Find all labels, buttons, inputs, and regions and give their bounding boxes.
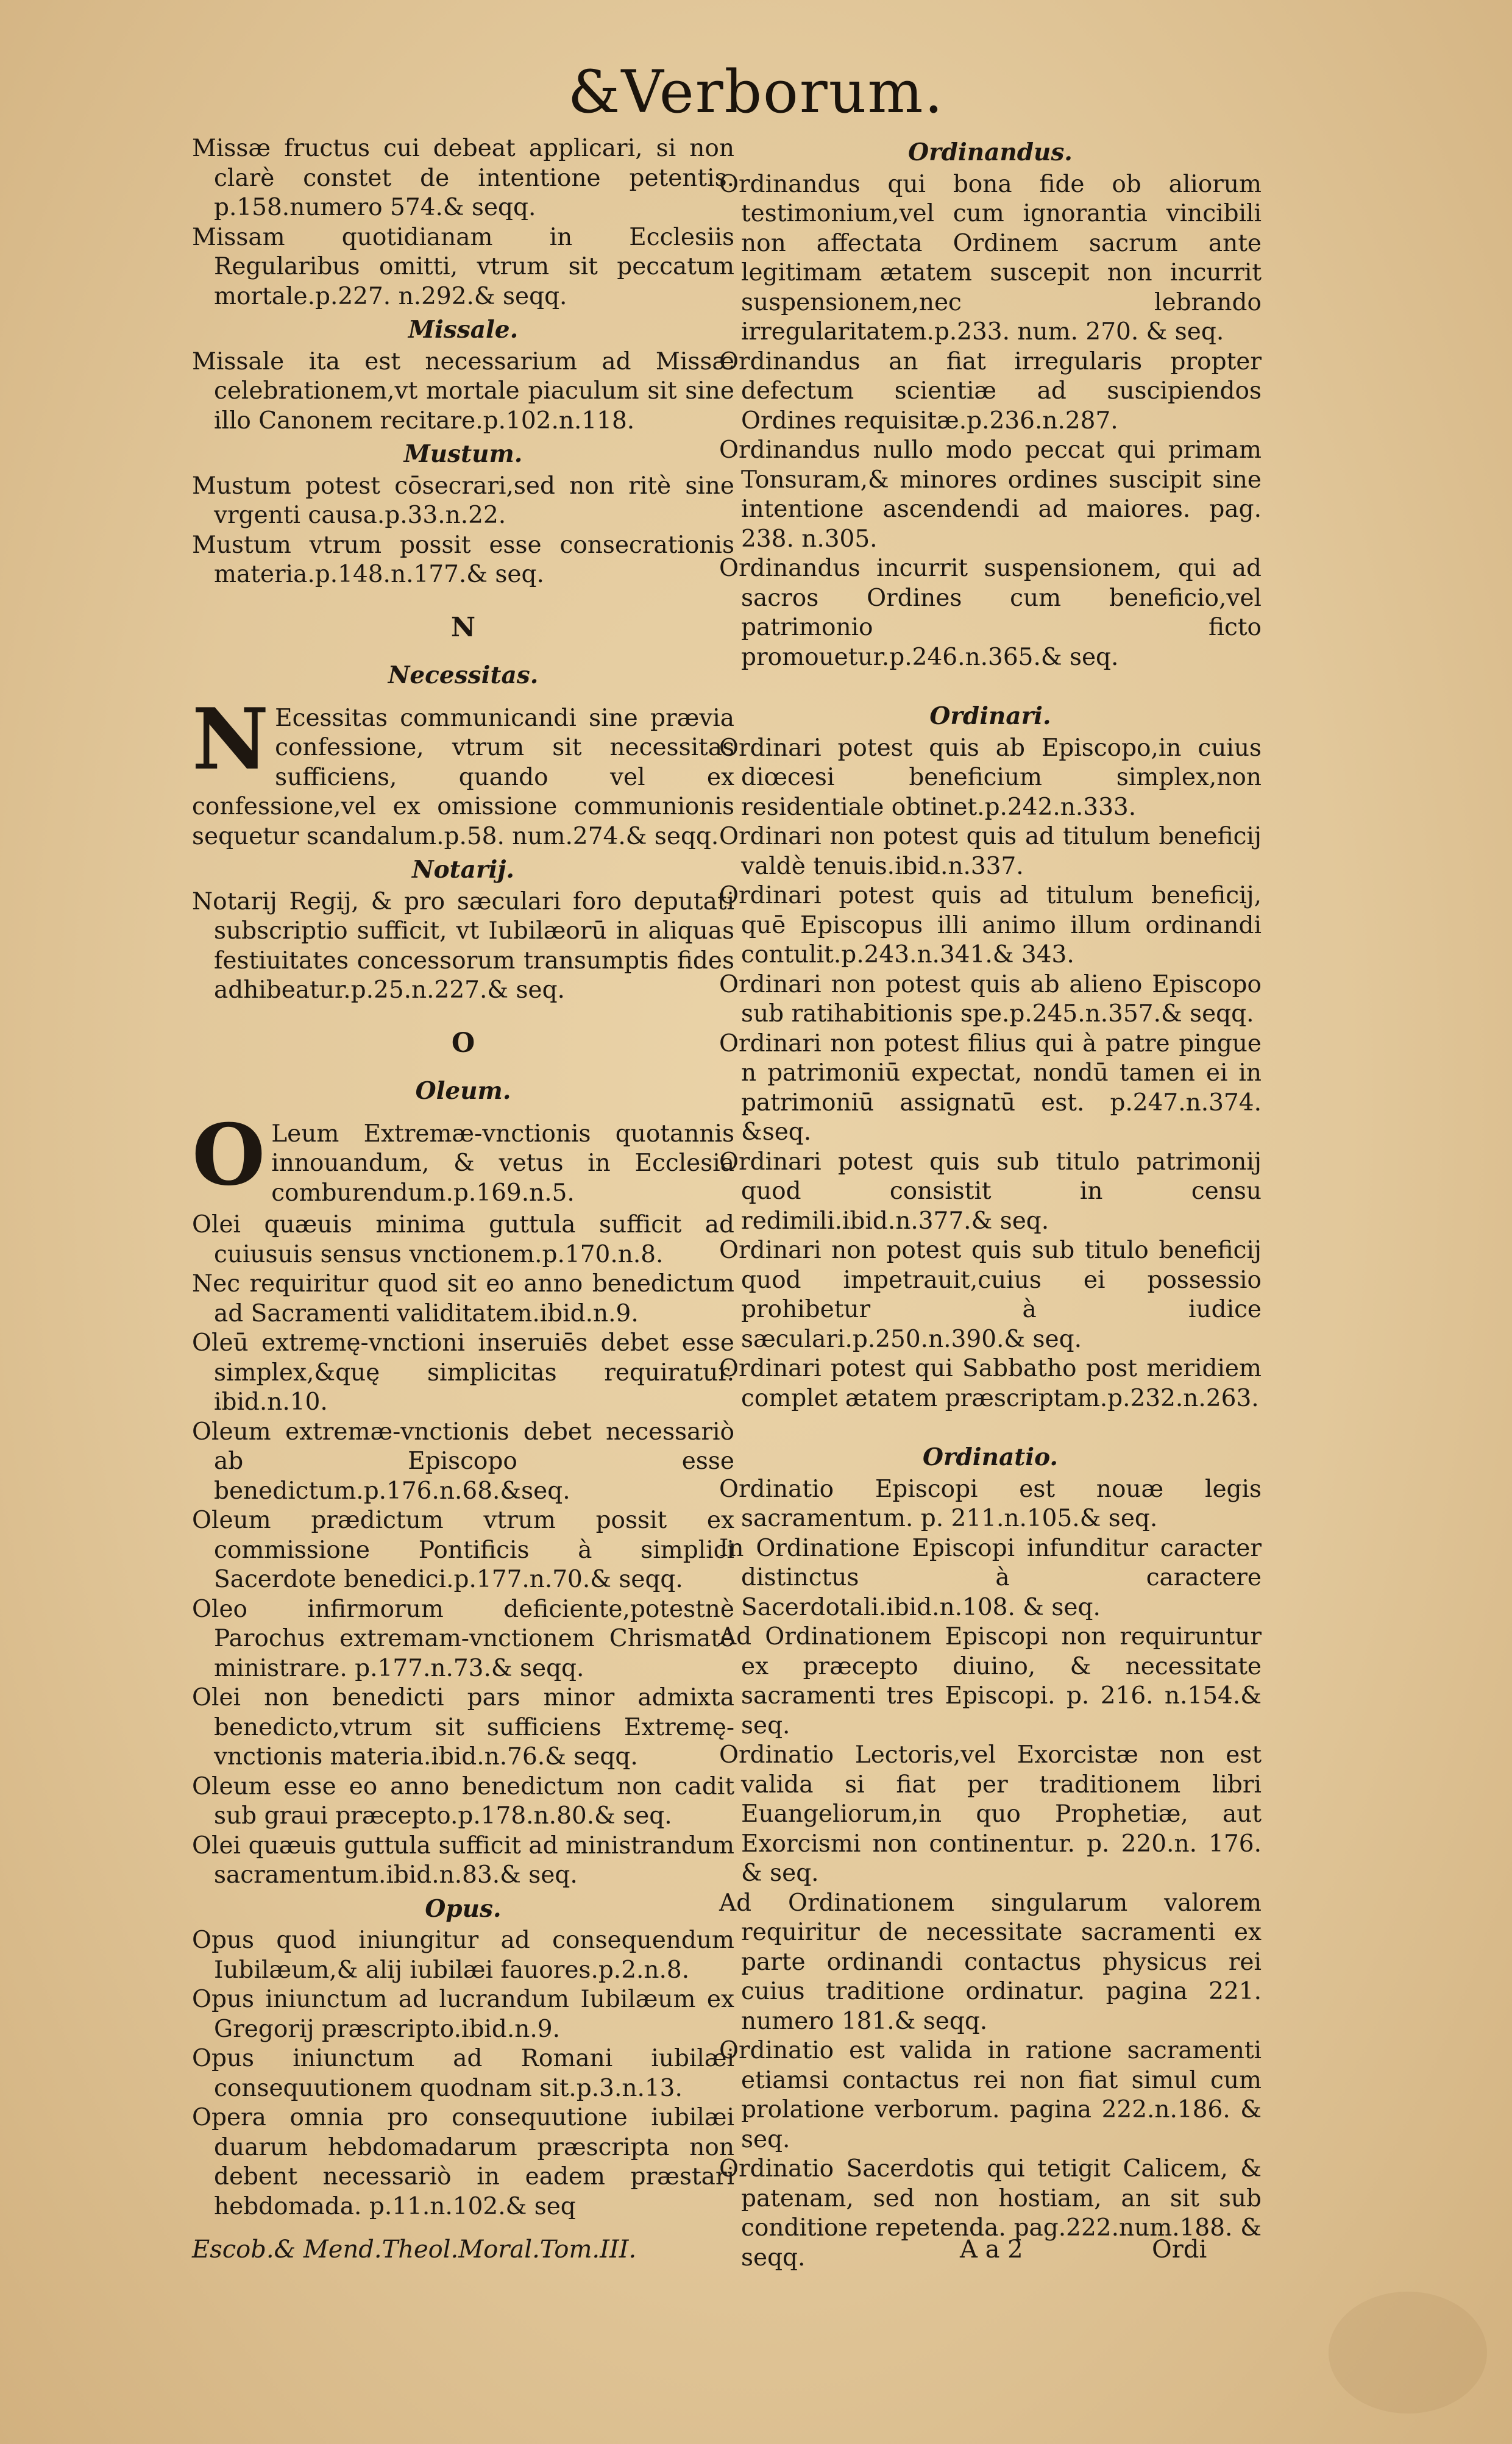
section-heading: Ordinandus. xyxy=(908,138,1073,166)
index-entry: Olei quæuis guttula sufficit ad ministrandum sacramentum.ibid.n.83.& seq. xyxy=(192,1831,734,1889)
index-entry: Ordinatio Lectoris,vel Exorcistæ non est valida si fiat per traditionem libri Euangeliorum,in quo Prophetiæ, aut Exorcismi non continentur. p. 220.n. 176. & seq. xyxy=(719,1741,1262,1887)
section-spacer xyxy=(719,1413,1262,1439)
section-heading: Ordinatio. xyxy=(923,1443,1058,1471)
index-entry: Ordinandus qui bona fide ob aliorum testimonium,vel cum ignorantia vincibili non affectata Ordinem sacrum ante legitimam ætatem suscepit non incurrit suspensionem,nec lebrando irregularitatem.p.233. num. 270. & seq. xyxy=(719,170,1262,346)
index-entry: Ad Ordinationem Episcopi non requiruntur ex præcepto diuino, & necessitate sacramenti tres Episcopi. p. 216. n.154.& seq. xyxy=(719,1623,1262,1739)
index-entry: Ad Ordinationem singularum valorem requiritur de necessitate sacramenti ex parte ordinandi contactus physicus rei cuius traditione ordinatur. pagina 221. numero 181.& seqq. xyxy=(719,1889,1262,2035)
alphabet-letter-heading: O xyxy=(451,1027,475,1059)
index-entry: Ordinari non potest quis ad titulum beneficij valdè tenuis.ibid.n.337. xyxy=(719,823,1262,880)
index-entry: Ordinandus an fiat irregularis propter defectum scientiæ ad suscipiendos Ordines requisitæ.p.236.n.287. xyxy=(719,347,1262,435)
index-entry: Oleum prædictum vtrum possit ex commissione Pontificis à simplici Sacerdote benedici.p.177.n.70.& seqq. xyxy=(192,1507,734,1593)
index-entry: Missam quotidianam in Ecclesiis Regularibus omitti, vtrum sit peccatum mortale.p.227. n.292.& seqq. xyxy=(192,223,734,310)
section-heading: Ordinari. xyxy=(929,702,1051,730)
page-header: &Verborum. xyxy=(567,58,945,126)
index-entry: Opus quod iniungitur ad consequendum Iubilæum,& alij iubilæi fauores.p.2.n.8. xyxy=(192,1927,734,1984)
entry-text: Ecessitas communicandi sine prævia confessione, vtrum sit necessitas sufficiens, quando vel ex confessione,vel ex omissione communionis sequetur scandalum.p.58. num.274.& seqq. xyxy=(192,704,734,850)
index-entry: Ordinatio Sacerdotis qui tetigit Calicem, & patenam, sed non hostiam, an sit sub conditione repetenda. pag.222.num.188. & seqq. xyxy=(719,2155,1262,2272)
index-entry: Olei quæuis minima guttula sufficit ad cuiusuis sensus vnctionem.p.170.n.8. xyxy=(192,1211,734,1268)
index-entry: Ordinari potest qui Sabbatho post meridiem complet ætatem præscriptam.p.232.n.263. xyxy=(719,1355,1262,1412)
index-entry xyxy=(192,689,734,852)
index-entry: Missæ fructus cui debeat applicari, si non clarè constet de intentione petentis. p.158.numero 574.& seqq. xyxy=(192,135,734,221)
index-entry: Oleum esse eo anno benedictum non cadit sub graui præcepto.p.178.n.80.& seq. xyxy=(192,1772,734,1830)
index-entry xyxy=(192,1104,734,1209)
index-entry: Missale ita est necessarium ad Missæ celebrationem,vt mortale piaculum sit sine illo Canonem recitare.p.102.n.118. xyxy=(192,347,734,435)
index-entry: Mustum vtrum possit esse consecrationis materia.p.148.n.177.& seq. xyxy=(192,531,734,588)
index-entry: Mustum potest cōsecrari,sed non ritè sine vrgenti causa.p.33.n.22. xyxy=(192,472,734,529)
index-entry: Ordinandus incurrit suspensionem, qui ad sacros Ordines cum beneficio,vel patrimonio ficto promouetur.p.246.n.365.& seq. xyxy=(719,555,1262,671)
left-column xyxy=(192,134,734,2222)
section-heading: Opus. xyxy=(425,1894,502,1923)
section-heading: Oleum. xyxy=(415,1077,511,1105)
section-heading: Notarij. xyxy=(412,856,514,884)
entry-text: Leum Extremæ-vnctionis quotannis innouandum, & vetus in Ecclesia comburendum.p.169.n.5. xyxy=(271,1120,734,1207)
index-entry: Ordinari potest quis ad titulum beneficij, quē Episcopus illi animo illum ordinandi contulit.p.243.n.341.& 343. xyxy=(719,882,1262,968)
index-entry: Ordinari non potest filius qui à patre pingue n patrimoniū expectat, nondū tamen ei in patrimoniū assignatū est. p.247.n.374. &seq. xyxy=(719,1029,1262,1146)
index-entry: Opus iniunctum ad lucrandum Iubilæum ex Gregorij præscripto.ibid.n.9. xyxy=(192,1986,734,2043)
signature-mark: A a 2 xyxy=(960,2236,1023,2264)
right-column xyxy=(719,134,1262,2273)
index-entry: Ordinari potest quis sub titulo patrimonij quod consistit in censu redimili.ibid.n.377.& seq. xyxy=(719,1148,1262,1235)
alphabet-letter-heading: N xyxy=(450,611,476,643)
page-footer xyxy=(192,2236,1262,2264)
catchword: Ordi xyxy=(1152,2236,1207,2264)
index-entry: Ordinari potest quis ab Episcopo,in cuius diœcesi beneficium simplex,non residentiale obtinet.p.242.n.333. xyxy=(719,734,1262,821)
index-entry: In Ordinatione Episcopi infunditur caracter distinctus à caractere Sacerdotali.ibid.n.108. & seq. xyxy=(719,1534,1262,1621)
index-entry: Opus iniunctum ad Romani iubilæi consequutionem quodnam sit.p.3.n.13. xyxy=(192,2045,734,2102)
section-heading: Missale. xyxy=(408,316,519,344)
paper-stain xyxy=(1329,2292,1487,2414)
index-entry: Oleo infirmorum deficiente,potestnè Parochus extremam-vnctionem Chrismate ministrare. p.177.n.73.& seqq. xyxy=(192,1595,734,1682)
index-entry: Ordinatio Episcopi est nouæ legis sacramentum. p. 211.n.105.& seq. xyxy=(719,1475,1262,1532)
section-spacer xyxy=(719,672,1262,698)
drop-cap: O xyxy=(192,1104,266,1204)
index-entry: Ordinatio est valida in ratione sacramenti etiamsi contactus rei non fiat simul cum prolatione verborum. pagina 222.n.186. & seq. xyxy=(719,2037,1262,2153)
running-title: Escob.& Mend.Theol.Moral.Tom.III. xyxy=(192,2236,637,2264)
index-entry: Oleum extremæ-vnctionis debet necessariò ab Episcopo esse benedictum.p.176.n.68.&seq. xyxy=(192,1418,734,1505)
index-entry: Nec requiritur quod sit eo anno benedictum ad Sacramenti validitatem.ibid.n.9. xyxy=(192,1270,734,1327)
section-heading: Necessitas. xyxy=(388,661,539,689)
section-heading: Mustum. xyxy=(403,440,523,468)
drop-cap: N xyxy=(192,689,269,789)
index-entry: Ordinandus nullo modo peccat qui primam Tonsuram,& minores ordines suscipit sine intentione ascendendi ad maiores. pag. 238. n.305. xyxy=(719,436,1262,553)
index-entry: Ordinari non potest quis ab alieno Episcopo sub ratihabitionis spe.p.245.n.357.& seqq. xyxy=(719,970,1262,1028)
index-entry: Ordinari non potest quis sub titulo beneficij quod impetrauit,cuius ei possessio prohibetur à iudice sæculari.p.250.n.390.& seq. xyxy=(719,1237,1262,1353)
index-entry: Opera omnia pro consequutione iubilæi duarum hebdomadarum præscripta non debent necessariò in eadem præstari hebdomada. p.11.n.102.& seq xyxy=(192,2104,734,2220)
index-entry: Oleū extremę-vnctioni inseruiēs debet esse simplex,&quę simplicitas requiratur. ibid.n.10. xyxy=(192,1329,734,1416)
index-entry: Olei non benedicti pars minor admixta benedicto,vtrum sit sufficiens Extremę-vnctionis materia.ibid.n.76.& seqq. xyxy=(192,1684,734,1771)
index-entry: Notarij Regij, & pro sæculari foro deputati subscriptio sufficit, vt Iubilæorū in aliquas festiuitates concessorum transumptis fides adhibeatur.p.25.n.227.& seq. xyxy=(192,887,734,1004)
